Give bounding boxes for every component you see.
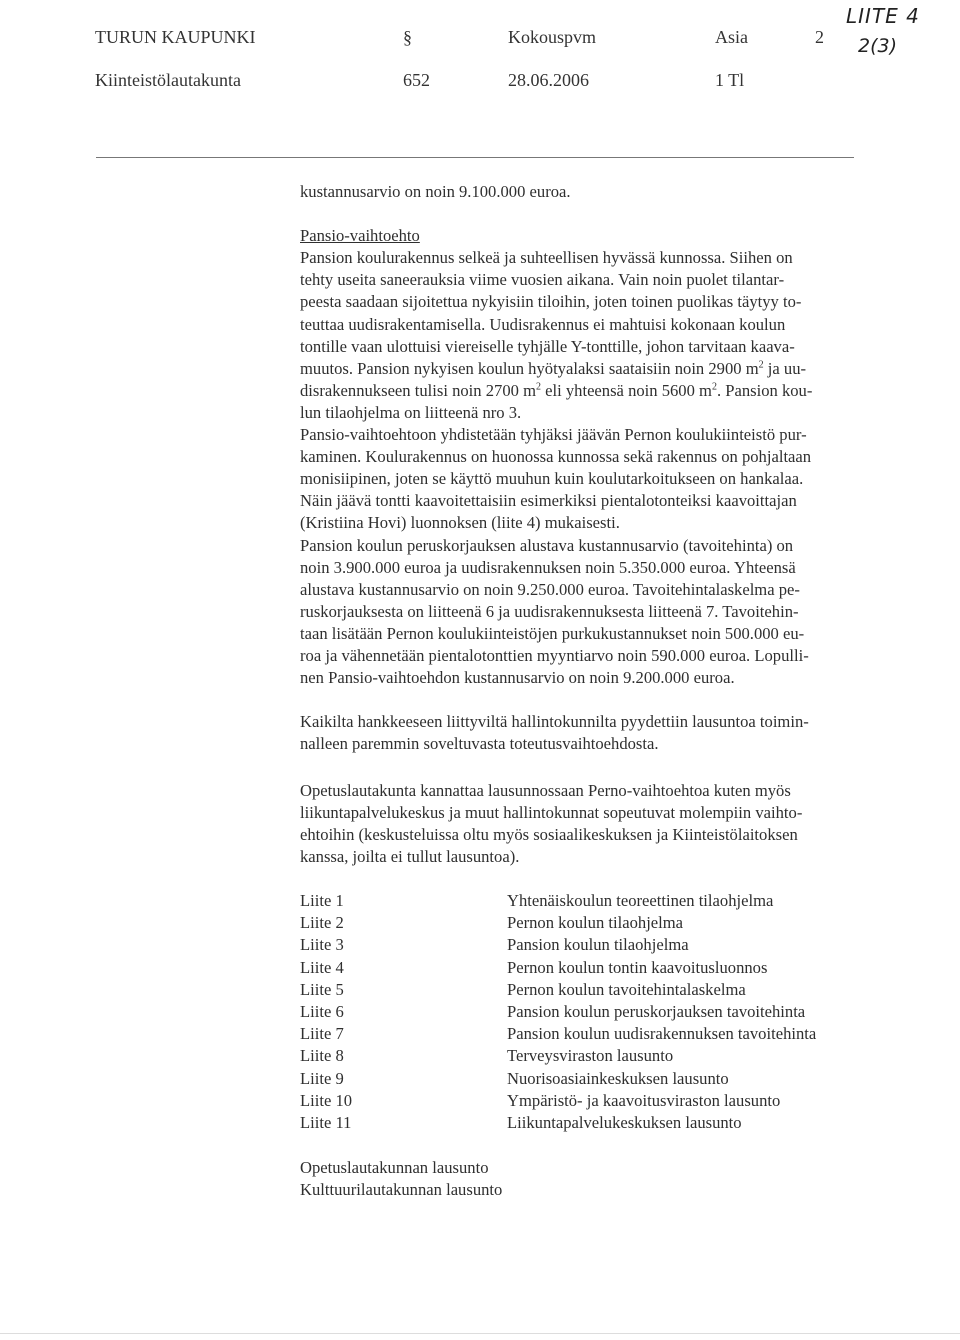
text-line: noin 3.900.000 euroa ja uudisrakennuksen noin 5.350.000 euroa. Yhteensä — [300, 557, 796, 577]
attachment-number: Liite 6 — [300, 1002, 344, 1022]
text-line: peesta saadaan sijoitettua nykyisiin tiloihin, joten toinen puolikas täytyy to- — [300, 292, 802, 312]
text-line: lun tilaohjelma on liitteenä nro 3. — [300, 402, 522, 422]
attachments-table — [300, 890, 816, 1134]
text-line: nen Pansio-vaihtoehdon kustannusarvio on noin 9.200.000 euroa. — [300, 668, 735, 688]
text-span: disrakennukseen tulisi noin 2700 m — [300, 380, 536, 400]
statement-request-paragraph — [300, 711, 809, 755]
text-line: liikuntapalvelukeskus ja muut hallintokunnat sopeutuvat molempiin vaihto- — [300, 803, 803, 823]
attachment-title: Nuorisoasiainkeskuksen lausunto — [507, 1068, 729, 1088]
text-line: kaminen. Koulurakennus on huonossa kunnossa sekä rakennus on pohjaltaan — [300, 447, 812, 467]
superscript: 2 — [758, 359, 764, 371]
area-line-2 — [300, 380, 894, 402]
intro-line: kustannusarvio on noin 9.100.000 euroa. — [300, 182, 571, 201]
attachment-row — [300, 1045, 816, 1067]
text-span: ja uu- — [763, 358, 807, 378]
text-line: teuttaa uudisrakentamisella. Uudisrakennus ei mahtuisi kokonaan koulun — [300, 314, 786, 334]
attachment-row — [300, 1068, 816, 1090]
board-name: Kiinteistölautakunta — [95, 70, 241, 90]
attachment-row — [300, 890, 816, 912]
attachment-title: Yhtenäiskoulun teoreettinen tilaohjelma — [507, 891, 774, 910]
attachment-number: Liite 4 — [300, 957, 344, 977]
attachment-number: Liite 9 — [300, 1068, 344, 1088]
attachment-title: Terveysviraston lausunto — [507, 1046, 674, 1066]
attachment-number: Liite 5 — [300, 979, 344, 999]
attachment-number: Liite 8 — [300, 1046, 344, 1066]
section-symbol: § — [403, 27, 412, 47]
text-line: alustava kustannusarvio on noin 9.250.000 euroa. Tavoitehintalaskelma pe- — [300, 579, 800, 599]
attachment-title: Pernon koulun tilaohjelma — [507, 913, 684, 933]
spacer — [300, 203, 894, 225]
text-line: Kulttuurilautakunnan lausunto — [300, 1180, 503, 1200]
text-line: tehty useita saneerauksia viime vuosien aikana. Vain noin puolet tilantar- — [300, 270, 785, 290]
pansio-heading: Pansio-vaihtoehto — [300, 226, 420, 246]
attachment-number: Liite 11 — [300, 1113, 352, 1133]
text-span: eli yhteensä noin 5600 m — [540, 380, 712, 400]
main-text — [300, 181, 894, 689]
text-line: roa ja vähennetään pientalotonttien myyntiarvo noin 590.000 euroa. Lopulli- — [300, 645, 809, 665]
attachment-row — [300, 934, 816, 956]
text-line: taan lisätään Pernon koulukiinteistöjen purkukustannukset noin 500.000 eu- — [300, 623, 805, 643]
attachment-row — [300, 957, 816, 979]
text-line: Pansion koulun peruskorjauksen alustava kustannusarvio (tavoitehinta) on — [300, 535, 794, 555]
text-line: nalleen paremmin soveltuvasta toteutusvaihtoehdosta. — [300, 734, 659, 754]
page-number: 2 — [815, 27, 824, 47]
text-line: kanssa, joilta ei tullut lausuntoa). — [300, 847, 520, 867]
area-line-1 — [300, 358, 894, 380]
superscript: 2 — [535, 381, 541, 393]
handwritten-page-note: 2(3) — [858, 35, 898, 57]
meeting-date: 28.06.2006 — [508, 70, 589, 90]
attachment-title: Pansion koulun peruskorjauksen tavoitehinta — [507, 1002, 806, 1022]
scan-edge — [0, 1333, 960, 1334]
text-line: (Kristiina Hovi) luonnoksen (liite 4) mukaisesti. — [300, 513, 620, 533]
attachment-title: Liikuntapalvelukeskuksen lausunto — [507, 1113, 742, 1133]
attachment-title: Pansion koulun tilaohjelma — [507, 935, 689, 955]
text-span: muutos. Pansion nykyisen koulun hyötyalaksi saataisiin noin 2900 m — [300, 358, 759, 378]
meeting-date-label: Kokouspvm — [508, 27, 597, 47]
text-line: Kaikilta hankkeeseen liittyviltä hallintokunnilta pyydettiin lausuntoa toimin- — [300, 712, 809, 731]
text-line: Näin jäävä tontti kaavoitettaisiin esimerkiksi pientalotonteiksi kaavoittajan — [300, 491, 797, 511]
attachment-title: Pernon koulun tontin kaavoitusluonnos — [507, 957, 768, 977]
education-board-paragraph — [300, 780, 802, 868]
text-line: Opetuslautakunnan lausunto — [300, 1158, 489, 1177]
superscript: 2 — [711, 381, 717, 393]
attachment-row — [300, 912, 816, 934]
text-line: monisiipinen, joten se käyttö muuhun kuin koulutarkoitukseen on hankalaa. — [300, 469, 804, 489]
handwritten-appendix-note: LIITE 4 — [846, 4, 920, 28]
text-line: ehtoihin (keskusteluissa oltu myös sosiaalikeskuksen ja Kiinteistölaitoksen — [300, 825, 798, 845]
text-line: ruskorjauksesta on liitteenä 6 ja uudisrakennuksesta liitteenä 7. Tavoitehin- — [300, 601, 799, 621]
attachment-title: Pernon koulun tavoitehintalaskelma — [507, 979, 746, 999]
attachment-row — [300, 979, 816, 1001]
attachment-number: Liite 7 — [300, 1024, 344, 1044]
text-span: . Pansion kou- — [716, 380, 813, 400]
text-line: tontille vaan ulottuisi viereiselle tyhjälle Y-tonttille, johon tarvitaan kaava- — [300, 336, 795, 356]
org-name: TURUN KAUPUNKI — [95, 27, 256, 47]
text-line: Opetuslautakunta kannattaa lausunnossaan Perno-vaihtoehtoa kuten myös — [300, 781, 791, 800]
subject-value: 1 Tl — [715, 70, 745, 90]
attachment-number: Liite 10 — [300, 1090, 353, 1110]
attachment-number: Liite 2 — [300, 913, 344, 933]
attachment-row — [300, 1023, 816, 1045]
attachment-row — [300, 1001, 816, 1023]
subject-label: Asia — [715, 27, 748, 47]
pansio-paragraph — [300, 247, 894, 689]
header-divider — [96, 157, 854, 158]
section-number: 652 — [403, 70, 430, 90]
attachment-title: Ympäristö- ja kaavoitusviraston lausunto — [507, 1090, 781, 1110]
text-line: Pansio-vaihtoehtoon yhdistetään tyhjäksi jäävän Pernon koulukiinteistö pur- — [300, 425, 807, 445]
attachment-title: Pansion koulun uudisrakennuksen tavoitehinta — [507, 1024, 817, 1044]
attachment-row — [300, 1112, 816, 1134]
attachment-number: Liite 1 — [300, 891, 344, 910]
text-line: Pansion koulurakennus selkeä ja suhteellisen hyvässä kunnossa. Siihen on — [300, 248, 793, 268]
attachment-row — [300, 1090, 816, 1112]
attachment-number: Liite 3 — [300, 935, 344, 955]
additional-statements — [300, 1157, 502, 1201]
